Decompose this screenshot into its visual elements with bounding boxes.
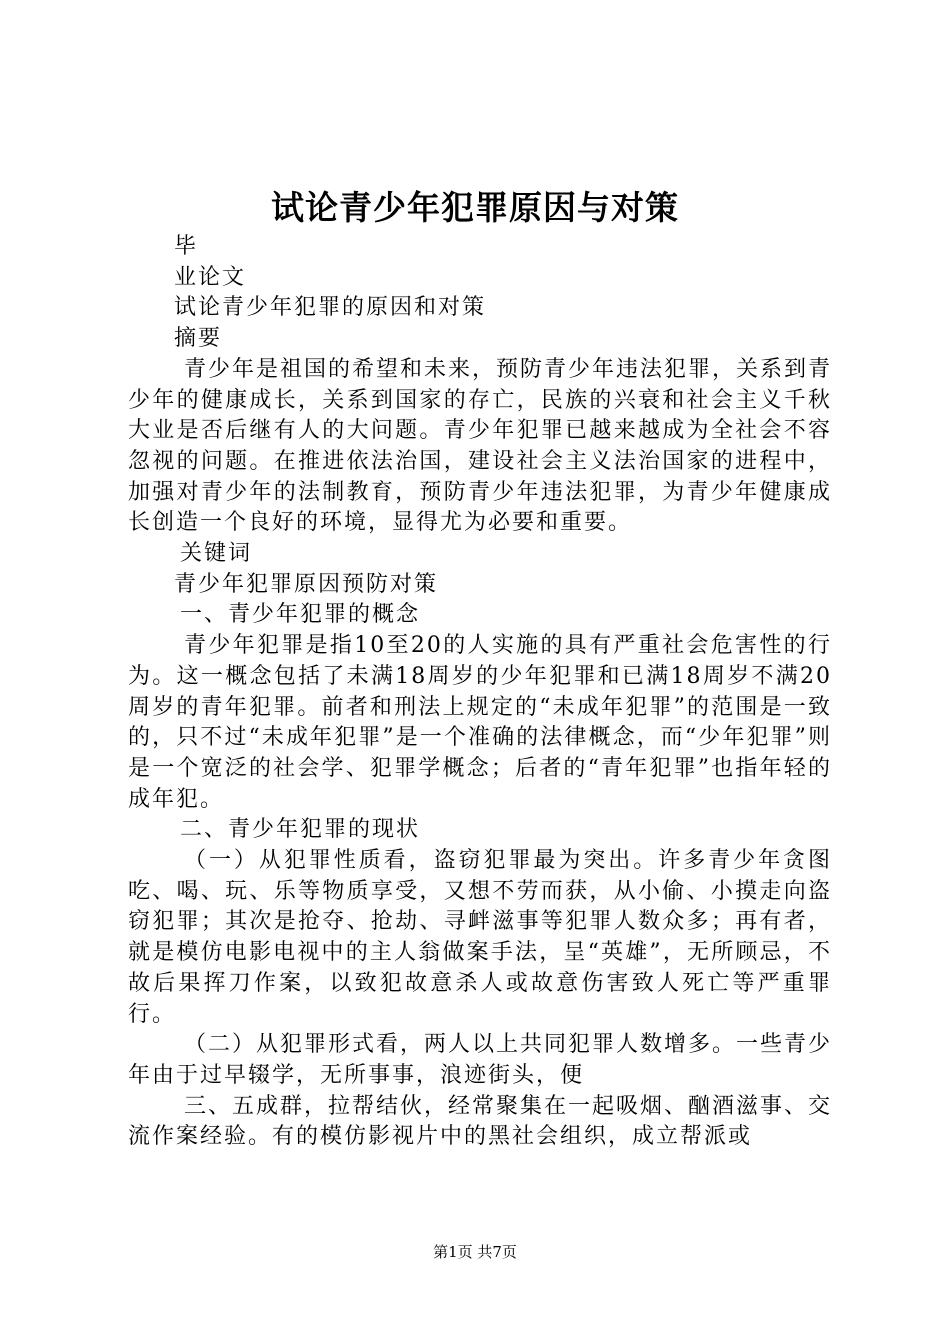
paragraph: （二）从犯罪形式看，两人以上共同犯罪人数增多。一些青少年由于过早辍学，无所事事，浪迹街头，便 [128,1032,833,1088]
paragraph: 三、五成群，拉帮结伙，经常聚集在一起吸烟、酗酒滋事、交流作案经验。有的模仿影视片中的黑社会组织，成立帮派或 [128,1093,833,1150]
document-title: 试论青少年犯罪原因与对策 [271,188,679,227]
section-heading: 关键词 [180,541,253,567]
section-heading: 摘要 [174,326,223,352]
paragraph: 业论文 [174,264,247,290]
page-footer: 第1页 共7页 [433,1243,517,1261]
section-heading: 一、青少年犯罪的概念 [180,602,421,628]
paragraph: 毕 [174,234,199,259]
paragraph: 试论青少年犯罪的原因和对策 [174,295,487,321]
paragraph: 青少年犯罪是指10至20的人实施的具有严重社会危害性的行为。这一概念包括了未满18周岁的少年犯罪和已满18周岁不满20周岁的青年犯罪。前者和刑法上规定的“未成年犯罪”的范围是一致的，只不过“未成年犯罪”是一个准确的法律概念，而“少年犯罪”则是一个宽泛的社会学、犯罪学概念；后者的“青年犯罪”也指年轻的成年犯。 [128,633,832,812]
section-heading: 二、青少年犯罪的现状 [180,817,421,843]
document-body [128,232,832,1153]
paragraph: 青少年犯罪原因预防对策 [174,571,439,597]
paragraph: 青少年是祖国的希望和未来，预防青少年违法犯罪，关系到青少年的健康成长，关系到国家的存亡，民族的兴衰和社会主义千秋大业是否后继有人的大问题。青少年犯罪已越来越成为全社会不容忽视的问题。在推进依法治国，建设社会主义法治国家的进程中，加强对青少年的法制教育，预防青少年违法犯罪，为青少年健康成长创造一个良好的环境，显得尤为必要和重要。 [128,356,833,536]
paragraph: （一）从犯罪性质看，盗窃犯罪最为突出。许多青少年贪图吃、喝、玩、乐等物质享受，又想不劳而获，从小偷、小摸走向盗窃犯罪；其次是抢夺、抢劫、寻衅滋事等犯罪人数众多；再有者，就是模仿电影电视中的主人翁做案手法，呈“英雄”，无所顾忌，不故后果挥刀作案，以致犯故意杀人或故意伤害致人死亡等严重罪行。 [128,848,832,1027]
